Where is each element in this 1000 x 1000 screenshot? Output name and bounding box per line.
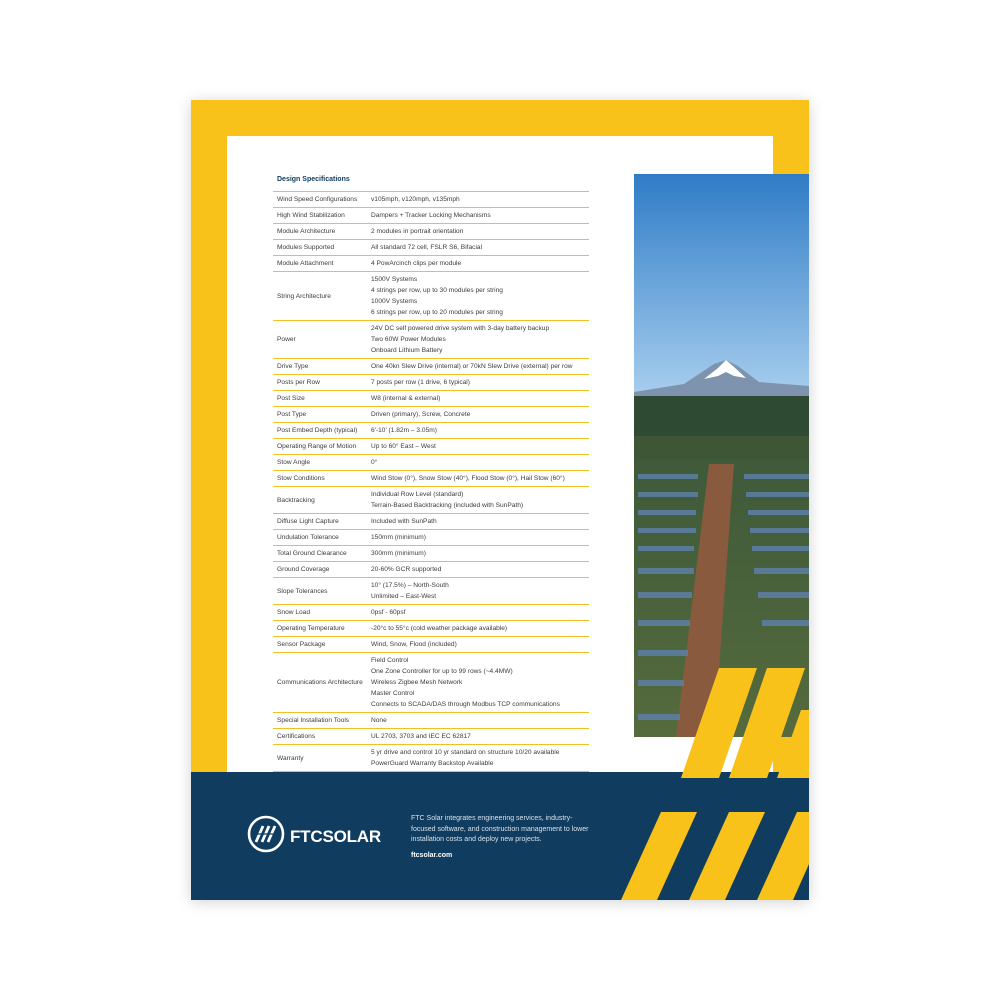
spec-label: Wind Speed Configurations [277,196,358,203]
spec-value [367,423,589,439]
spec-value [367,713,589,729]
spec-row [273,224,589,240]
spec-label: Power [277,336,296,343]
spec-value-line: Dampers + Tracker Locking Mechanisms [371,212,491,219]
website-link[interactable]: ftcsolar.com [411,852,453,859]
spec-label: Special Installation Tools [277,717,350,724]
spec-value-line: 0psf - 60psf [371,609,406,616]
spec-value-line: Up to 60° East – West [371,443,436,450]
spec-row [273,359,589,375]
spec-value-line: Master Control [371,690,415,697]
spec-value [367,653,589,713]
spec-value-line: Two 60W Power Modules [371,336,446,343]
spec-row [273,487,589,514]
spec-row [273,653,589,713]
spec-label: Module Attachment [277,260,334,267]
spec-value-line: Included with SunPath [371,518,437,525]
spec-label: String Architecture [277,292,331,300]
spec-label: Operating Range of Motion [277,443,357,450]
spec-row [273,423,589,439]
footer-band [191,772,809,900]
spec-value-line: One Zone Controller for up to 99 rows (~4.4MW) [371,668,513,675]
spec-value [367,546,589,562]
spec-row [273,439,589,455]
spec-value-line: 20-60% GCR supported [371,566,442,573]
spec-value [367,621,589,637]
spec-value-line: Wind Stow (0°), Snow Stow (40°), Flood Stow (0°), Hail Stow (60°) [371,475,565,482]
spec-label: Stow Conditions [277,475,325,482]
spec-value [367,745,589,772]
spec-label: Warranty [277,754,304,762]
spec-row [273,637,589,653]
spec-value-line: 24V DC self powered drive system with 3-day battery backup [371,325,550,332]
spec-value-line: 7 posts per row (1 drive, 6 typical) [371,379,470,386]
spec-row [273,407,589,423]
spec-value-line: Field Control [371,657,409,664]
spec-value [367,637,589,653]
spec-row [273,578,589,605]
ftc-solar-logo [246,814,381,859]
spec-label: Certifications [277,733,316,740]
spec-row [273,256,589,272]
spec-label: Slope Tolerances [277,587,328,595]
spec-value [367,272,589,321]
spec-sheet-page [191,100,809,900]
spec-value-line: 10° (17.5%) – North-South [371,582,449,589]
spec-row [273,514,589,530]
spec-row [273,321,589,359]
spec-label: Sensor Package [277,641,326,648]
spec-value [367,729,589,745]
spec-value-line: 2 modules in portrait orientation [371,228,464,235]
spec-value [367,321,589,359]
spec-label: Total Ground Clearance [277,550,347,557]
spec-value-line: 4 strings per row, up to 30 modules per string [371,287,503,294]
spec-label: Communications Architecture [277,679,363,686]
spec-row [273,621,589,637]
spec-value [367,240,589,256]
spec-value [367,514,589,530]
spec-row [273,208,589,224]
spec-value [367,439,589,455]
spec-row [273,713,589,729]
spec-value [367,375,589,391]
spec-value-line: Wind, Snow, Flood (included) [371,641,457,648]
spec-value [367,391,589,407]
spec-label: Module Architecture [277,228,336,235]
company-blurb: FTC Solar integrates engineering services, industry-focused software, and construction management to lower installation costs and deploy new projects. [411,815,589,843]
spec-value [367,530,589,546]
spec-label: Ground Coverage [277,566,330,573]
spec-row [273,562,589,578]
spec-row [273,375,589,391]
spec-label: Diffuse Light Capture [277,518,339,525]
spec-row [273,240,589,256]
spec-value-line: Onboard Lithium Battery [371,347,443,354]
spec-value-line: One 40kn Slew Drive (internal) or 70kN Slew Drive (external) per row [371,363,573,370]
spec-value-line: Individual Row Level (standard) [371,491,464,498]
spec-value-line: -20°c to 55°c (cold weather package available) [371,625,508,632]
spec-value-line: Driven (primary), Screw, Concrete [371,411,471,418]
spec-value-line: 300mm (minimum) [371,550,426,557]
spec-row [273,471,589,487]
spec-label: Snow Load [277,609,310,616]
spec-row [273,530,589,546]
spec-value-line: 1500V Systems [371,276,418,283]
spec-row [273,391,589,407]
spec-table [273,191,589,772]
spec-value-line: W8 (internal & external) [371,395,441,402]
spec-row [273,605,589,621]
spec-value [367,605,589,621]
spec-value [367,455,589,471]
spec-value [367,224,589,240]
spec-value-line: UL 2703, 3703 and IEC EC 62817 [371,733,471,740]
spec-value-line: 5 yr drive and control 10 yr standard on structure 10/20 available [371,749,560,756]
spec-label: High Wind Stabilization [277,212,345,219]
spec-value-line: None [371,717,387,724]
spec-title: Design Specifications [277,176,350,183]
spec-value-line: Wireless Zigbee Mesh Network [371,679,463,686]
spec-value [367,359,589,375]
spec-value-line: v105mph, v120mph, v135mph [371,196,460,203]
spec-value-line: 150mm (minimum) [371,534,426,541]
spec-row [273,192,589,208]
spec-row [273,546,589,562]
spec-value-line: 1000V Systems [371,298,418,305]
spec-value-line: PowerGuard Warranty Backstop Available [371,760,494,767]
spec-value-line: 0° [371,459,378,466]
spec-value [367,471,589,487]
spec-value [367,192,589,208]
spec-value [367,578,589,605]
spec-row [273,729,589,745]
spec-label: Operating Temperature [277,625,345,632]
spec-value-line: 6'-10' (1.82m – 3.05m) [371,427,437,434]
spec-value-line: Connects to SCADA/DAS through Modbus TCP communications [371,701,560,708]
spec-label: Posts per Row [277,379,320,386]
spec-label: Post Embed Depth (typical) [277,427,358,434]
spec-value [367,208,589,224]
spec-label: Stow Angle [277,459,310,466]
ftc-solar-logo-icon [246,814,286,859]
spec-label: Backtracking [277,496,315,504]
spec-value-line: 4 PowArcinch clips per module [371,260,462,267]
spec-value [367,487,589,514]
spec-label: Post Type [277,411,307,418]
spec-label: Drive Type [277,363,309,370]
spec-value-line: All standard 72 cell, FSLR S6, Bifacial [371,244,483,251]
solar-farm-photo [634,174,809,737]
spec-row [273,745,589,772]
spec-label: Undulation Tolerance [277,534,339,541]
logo-wordmark: FTCSOLAR [290,826,381,846]
spec-row [273,455,589,471]
spec-label: Modules Supported [277,244,335,251]
spec-value [367,256,589,272]
spec-value [367,407,589,423]
design-specifications [273,172,589,772]
spec-value [367,562,589,578]
spec-value-line: Unlimited – East-West [371,593,437,600]
spec-value-line: Terrain-Based Backtracking (included with SunPath) [371,502,524,509]
spec-row [273,272,589,321]
spec-label: Post Size [277,395,305,402]
spec-value-line: 6 strings per row, up to 20 modules per string [371,309,503,316]
